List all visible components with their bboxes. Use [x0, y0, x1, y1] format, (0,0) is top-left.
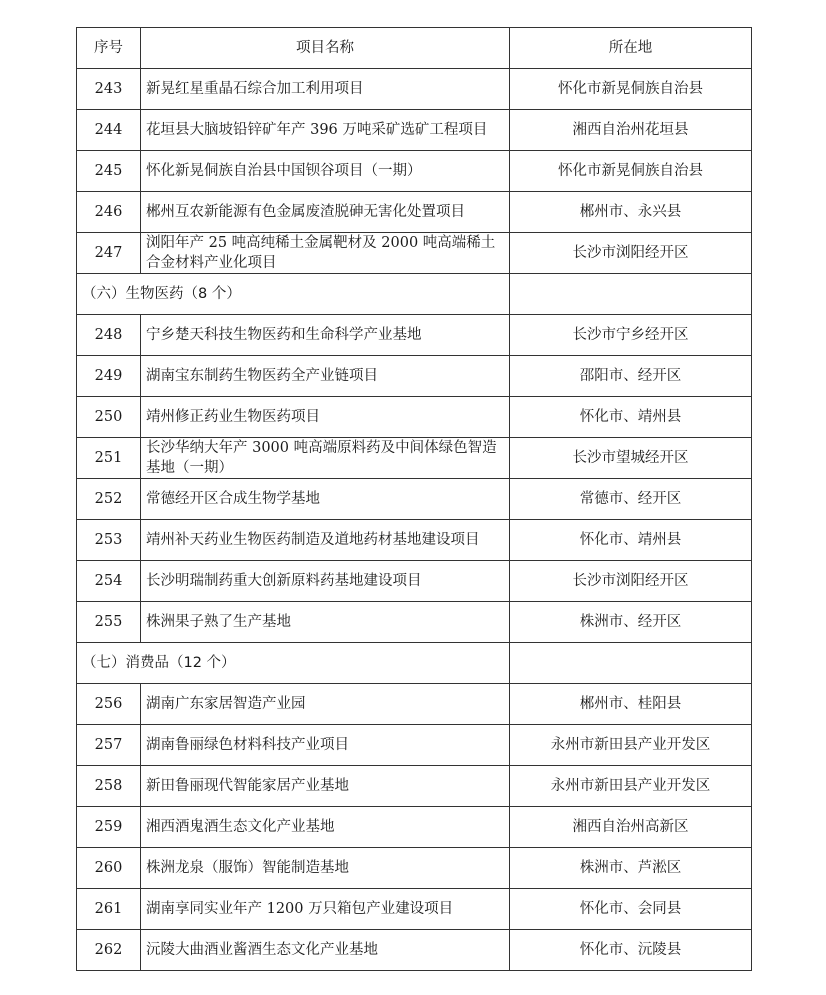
- row-location: 怀化市新晃侗族自治县: [510, 69, 752, 110]
- row-location: 怀化市、会同县: [510, 889, 752, 930]
- project-table: [76, 27, 752, 971]
- table-row: [77, 725, 752, 766]
- row-no: 246: [77, 192, 141, 233]
- row-no: 244: [77, 110, 141, 151]
- row-name: 郴州互农新能源有色金属废渣脱砷无害化处置项目: [141, 192, 510, 233]
- row-no: 259: [77, 807, 141, 848]
- table-row: [77, 69, 752, 110]
- row-no: 251: [77, 438, 141, 479]
- table-row: [77, 110, 752, 151]
- row-name: 沅陵大曲酒业酱酒生态文化产业基地: [141, 930, 510, 971]
- table-row: [77, 766, 752, 807]
- row-no: 248: [77, 315, 141, 356]
- row-name: 靖州修正药业生物医药项目: [141, 397, 510, 438]
- row-name: 浏阳年产 25 吨高纯稀土金属靶材及 2000 吨高端稀土合金材料产业化项目: [141, 233, 510, 274]
- row-name: 怀化新晃侗族自治县中国钡谷项目（一期）: [141, 151, 510, 192]
- category-label: （六）生物医药（8 个）: [77, 274, 510, 315]
- table-row: [77, 684, 752, 725]
- row-location: 长沙市浏阳经开区: [510, 233, 752, 274]
- row-no: 261: [77, 889, 141, 930]
- row-location: 怀化市、沅陵县: [510, 930, 752, 971]
- table-row: [77, 520, 752, 561]
- table-row: [77, 233, 752, 274]
- row-location: 怀化市新晃侗族自治县: [510, 151, 752, 192]
- row-name: 湘西酒鬼酒生态文化产业基地: [141, 807, 510, 848]
- row-no: 252: [77, 479, 141, 520]
- row-name: 花垣县大脑坡铅锌矿年产 396 万吨采矿选矿工程项目: [141, 110, 510, 151]
- row-location: 湘西自治州高新区: [510, 807, 752, 848]
- table-row: [77, 397, 752, 438]
- row-location: 怀化市、靖州县: [510, 397, 752, 438]
- table-row: [77, 930, 752, 971]
- row-location: 长沙市浏阳经开区: [510, 561, 752, 602]
- row-location: 长沙市宁乡经开区: [510, 315, 752, 356]
- table-row: [77, 438, 752, 479]
- row-no: 249: [77, 356, 141, 397]
- table-row: [77, 151, 752, 192]
- row-no: 254: [77, 561, 141, 602]
- row-location: 怀化市、靖州县: [510, 520, 752, 561]
- table-row: [77, 561, 752, 602]
- table-header-row: [77, 28, 752, 69]
- row-location: 株洲市、经开区: [510, 602, 752, 643]
- row-location: 邵阳市、经开区: [510, 356, 752, 397]
- row-name: 靖州补天药业生物医药制造及道地药材基地建设项目: [141, 520, 510, 561]
- row-location: 永州市新田县产业开发区: [510, 766, 752, 807]
- row-name: 株洲龙泉（服饰）智能制造基地: [141, 848, 510, 889]
- table-row: [77, 602, 752, 643]
- category-row: [77, 274, 752, 315]
- row-no: 262: [77, 930, 141, 971]
- category-empty-cell: [510, 643, 752, 684]
- row-name: 湖南鲁丽绿色材料科技产业项目: [141, 725, 510, 766]
- row-name: 常德经开区合成生物学基地: [141, 479, 510, 520]
- header-location: 所在地: [510, 28, 752, 69]
- row-no: 245: [77, 151, 141, 192]
- row-no: 250: [77, 397, 141, 438]
- row-name: 湖南享同实业年产 1200 万只箱包产业建设项目: [141, 889, 510, 930]
- row-no: 247: [77, 233, 141, 274]
- table-row: [77, 889, 752, 930]
- table-row: [77, 192, 752, 233]
- table-row: [77, 356, 752, 397]
- row-location: 长沙市望城经开区: [510, 438, 752, 479]
- row-location: 郴州市、桂阳县: [510, 684, 752, 725]
- table-row: [77, 315, 752, 356]
- row-no: 258: [77, 766, 141, 807]
- table-row: [77, 479, 752, 520]
- row-no: 260: [77, 848, 141, 889]
- row-no: 253: [77, 520, 141, 561]
- row-name: 新田鲁丽现代智能家居产业基地: [141, 766, 510, 807]
- row-no: 255: [77, 602, 141, 643]
- row-no: 257: [77, 725, 141, 766]
- category-row: [77, 643, 752, 684]
- table-row: [77, 848, 752, 889]
- category-empty-cell: [510, 274, 752, 315]
- row-name: 湖南宝东制药生物医药全产业链项目: [141, 356, 510, 397]
- row-location: 郴州市、永兴县: [510, 192, 752, 233]
- header-name: 项目名称: [141, 28, 510, 69]
- row-name: 宁乡楚天科技生物医药和生命科学产业基地: [141, 315, 510, 356]
- row-name: 长沙明瑞制药重大创新原料药基地建设项目: [141, 561, 510, 602]
- row-no: 256: [77, 684, 141, 725]
- category-label: （七）消费品（12 个）: [77, 643, 510, 684]
- row-location: 永州市新田县产业开发区: [510, 725, 752, 766]
- row-location: 常德市、经开区: [510, 479, 752, 520]
- row-name: 湖南广东家居智造产业园: [141, 684, 510, 725]
- row-no: 243: [77, 69, 141, 110]
- row-name: 株洲果子熟了生产基地: [141, 602, 510, 643]
- row-name: 长沙华纳大年产 3000 吨高端原料药及中间体绿色智造基地（一期）: [141, 438, 510, 479]
- row-location: 湘西自治州花垣县: [510, 110, 752, 151]
- row-location: 株洲市、芦淞区: [510, 848, 752, 889]
- row-name: 新晃红星重晶石综合加工利用项目: [141, 69, 510, 110]
- header-no: 序号: [77, 28, 141, 69]
- table-row: [77, 807, 752, 848]
